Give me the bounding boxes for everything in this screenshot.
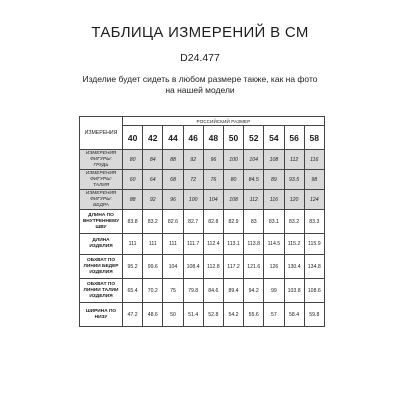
table-row — [80, 190, 325, 210]
table-cell: 96 — [163, 190, 183, 210]
table-cell: 50 — [163, 303, 183, 327]
table-cell: 82.6 — [163, 210, 183, 234]
table-cell: 51.4 — [183, 303, 203, 327]
size-header-cell: 44 — [163, 126, 183, 150]
table-cell: 83.2 — [284, 210, 304, 234]
table-cell: 52.8 — [203, 303, 223, 327]
size-header-cell: 46 — [183, 126, 203, 150]
table-cell: 84 — [143, 150, 163, 170]
table-cell: 95.2 — [123, 255, 143, 279]
table-cell: 124 — [304, 190, 324, 210]
table-cell: 84.5 — [244, 170, 264, 190]
table-cell: 84.6 — [203, 279, 223, 303]
table-cell: 111.7 — [183, 234, 203, 255]
row-label: ДЛИНА ИЗДЕЛИЯ — [80, 234, 123, 255]
table-cell: 60 — [123, 170, 143, 190]
size-table-caption-row — [80, 117, 325, 126]
table-cell: 79.8 — [183, 279, 203, 303]
table-cell: 70.2 — [143, 279, 163, 303]
table-cell: 104 — [203, 190, 223, 210]
table-cell: 83.1 — [264, 210, 284, 234]
fit-note: Изделие будет сидеть в любом размере также, как на фото на нашей модели — [82, 74, 318, 95]
table-cell: 83.2 — [143, 210, 163, 234]
table-cell: 96 — [203, 150, 223, 170]
table-cell: 99.6 — [143, 255, 163, 279]
table-row — [80, 234, 325, 255]
table-cell: 92 — [183, 150, 203, 170]
table-cell: 99 — [264, 279, 284, 303]
table-cell: 112.4 — [203, 234, 223, 255]
table-cell: 112 — [284, 150, 304, 170]
table-cell: 80 — [123, 150, 143, 170]
table-cell: 72 — [183, 170, 203, 190]
size-header-cell: 50 — [223, 126, 243, 150]
size-header-cell: 40 — [123, 126, 143, 150]
table-cell: 120 — [284, 190, 304, 210]
table-cell: 82.7 — [183, 210, 203, 234]
size-header-cell: 56 — [284, 126, 304, 150]
table-cell: 58.4 — [284, 303, 304, 327]
row-label: ИЗМЕРЕНИЯ ФИГУРЫ: ТАЛИЯ — [80, 170, 123, 190]
table-row — [80, 255, 325, 279]
table-cell: 83.8 — [123, 210, 143, 234]
table-cell: 64 — [143, 170, 163, 190]
size-system-caption: РОССИЙСКИЙ РАЗМЕР — [123, 117, 325, 126]
table-cell: 93.5 — [284, 170, 304, 190]
row-label: ШИРИНА ПО НИЗУ — [80, 303, 123, 327]
table-cell: 47.2 — [123, 303, 143, 327]
row-label: ОБХВАТ ПО ЛИНИИ ТАЛИИ ИЗДЕЛИЯ — [80, 279, 123, 303]
table-cell: 116 — [264, 190, 284, 210]
table-cell: 117.2 — [223, 255, 243, 279]
size-header-cell: 52 — [244, 126, 264, 150]
size-table-body — [80, 117, 325, 327]
table-cell: 83 — [244, 210, 264, 234]
table-cell: 54.2 — [223, 303, 243, 327]
table-cell: 108.4 — [183, 255, 203, 279]
table-cell: 68 — [163, 170, 183, 190]
table-cell: 100 — [183, 190, 203, 210]
table-cell: 104 — [163, 255, 183, 279]
table-cell: 65.4 — [123, 279, 143, 303]
row-label: ИЗМЕРЕНИЯ ФИГУРЫ: ГРУДЬ — [80, 150, 123, 170]
size-table — [79, 116, 325, 327]
table-cell: 59.8 — [304, 303, 324, 327]
table-cell: 134.8 — [304, 255, 324, 279]
size-header-cell: 42 — [143, 126, 163, 150]
row-label: ИЗМЕРЕНИЯ ФИГУРЫ: БЕДРА — [80, 190, 123, 210]
table-cell: 108.6 — [304, 279, 324, 303]
size-header-cell: 54 — [264, 126, 284, 150]
table-cell: 94.2 — [244, 279, 264, 303]
table-cell: 111 — [163, 234, 183, 255]
table-row — [80, 170, 325, 190]
table-cell: 130.4 — [284, 255, 304, 279]
table-cell: 80 — [223, 170, 243, 190]
table-cell: 108 — [223, 190, 243, 210]
row-label: ДЛИНА ПО ВНУТРЕННЕМУ ШВУ — [80, 210, 123, 234]
measurements-header: ИЗМЕРЕНИЯ — [80, 117, 123, 150]
table-row — [80, 150, 325, 170]
table-cell: 83.3 — [304, 210, 324, 234]
table-cell: 111 — [143, 234, 163, 255]
table-cell: 88 — [123, 190, 143, 210]
table-cell: 55.6 — [244, 303, 264, 327]
size-header-cell: 58 — [304, 126, 324, 150]
table-cell: 112.8 — [203, 255, 223, 279]
table-cell: 112 — [244, 190, 264, 210]
table-cell: 82.8 — [203, 210, 223, 234]
table-cell: 88 — [163, 150, 183, 170]
table-cell: 121.6 — [244, 255, 264, 279]
table-cell: 116 — [304, 150, 324, 170]
table-cell: 57 — [264, 303, 284, 327]
table-cell: 76 — [203, 170, 223, 190]
product-code: D24.477 — [180, 52, 220, 64]
table-cell: 75 — [163, 279, 183, 303]
size-header-cell: 48 — [203, 126, 223, 150]
table-cell: 48.6 — [143, 303, 163, 327]
table-cell: 115.9 — [304, 234, 324, 255]
table-cell: 89.4 — [223, 279, 243, 303]
table-cell: 113.8 — [244, 234, 264, 255]
table-row — [80, 210, 325, 234]
row-label: ОБХВАТ ПО ЛИНИИ БЕДЕР ИЗДЕЛИЯ — [80, 255, 123, 279]
table-cell: 104 — [244, 150, 264, 170]
page-title: ТАБЛИЦА ИЗМЕРЕНИЙ В СМ — [91, 24, 309, 41]
table-cell: 126 — [264, 255, 284, 279]
table-cell: 89 — [264, 170, 284, 190]
table-cell: 108 — [264, 150, 284, 170]
table-row — [80, 279, 325, 303]
table-cell: 115.2 — [284, 234, 304, 255]
table-cell: 98 — [304, 170, 324, 190]
table-cell: 113.1 — [223, 234, 243, 255]
table-cell: 92 — [143, 190, 163, 210]
table-cell: 103.8 — [284, 279, 304, 303]
table-cell: 100 — [223, 150, 243, 170]
table-cell: 111 — [123, 234, 143, 255]
table-row — [80, 303, 325, 327]
table-cell: 114.5 — [264, 234, 284, 255]
table-cell: 82.9 — [223, 210, 243, 234]
